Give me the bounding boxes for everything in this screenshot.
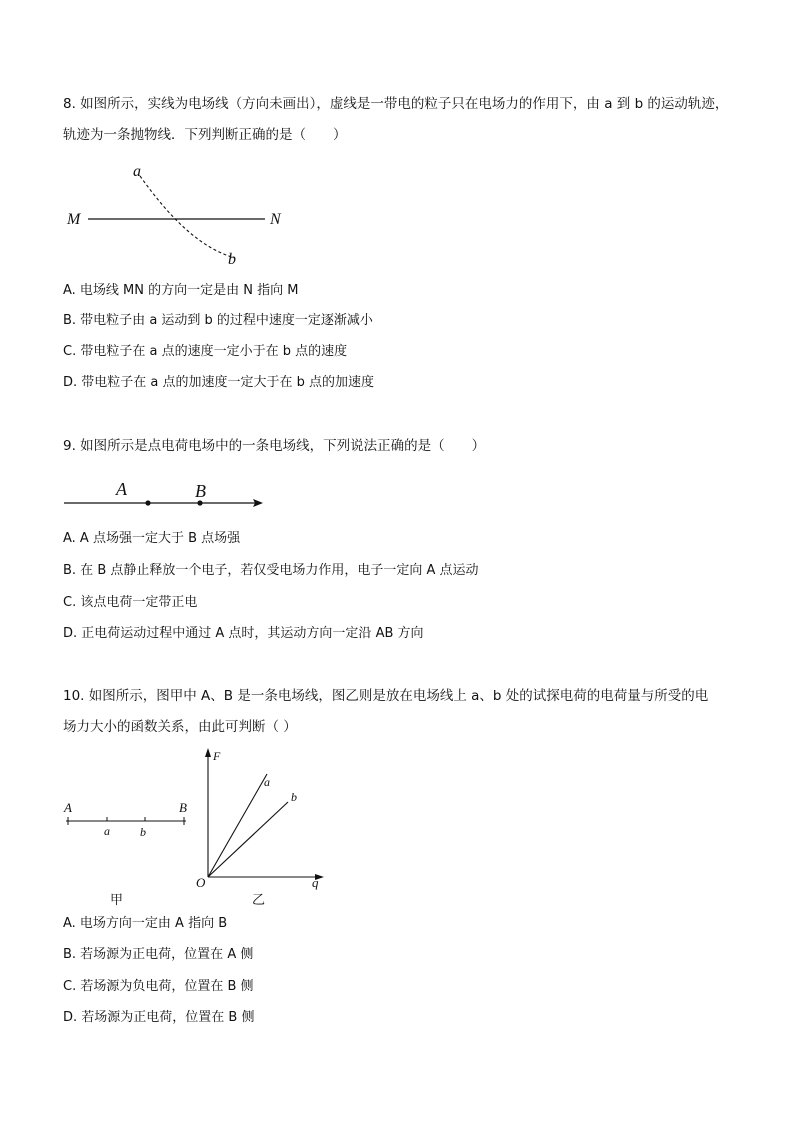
figure-yi <box>196 748 324 907</box>
jia-caption: 甲 <box>110 893 124 907</box>
jia-label-B: B <box>179 800 187 815</box>
yi-caption: 乙 <box>252 893 266 907</box>
q8-figure <box>60 158 300 270</box>
q10-option-d: D. 若场源为正电荷，位置在 B 侧 <box>63 1010 255 1025</box>
q10-stem-line1: 10. 如图所示，图甲中 A、B 是一条电场线，图乙则是放在电场线上 a、b 处的试探电荷的电荷量与所受的电 <box>63 688 709 704</box>
yi-line-a: a <box>264 775 270 789</box>
point-A <box>145 500 150 505</box>
label-B: B <box>195 481 206 501</box>
jia-label-a: a <box>104 824 110 838</box>
label-b: b <box>228 251 236 268</box>
yi-line-b: b <box>291 790 297 804</box>
jia-label-b: b <box>140 825 146 839</box>
q8-option-a: A. 电场线 MN 的方向一定是由 N 指向 M <box>63 283 299 298</box>
q10-option-b: B. 若场源为正电荷，位置在 A 侧 <box>63 947 254 962</box>
q9-option-d: D. 正电荷运动过程中通过 A 点时，其运动方向一定沿 AB 方向 <box>63 626 424 641</box>
q10-option-c: C. 若场源为负电荷，位置在 B 侧 <box>63 979 254 994</box>
yi-origin: O <box>196 875 206 890</box>
trajectory-dashed <box>140 176 235 258</box>
yi-axis-q: q <box>312 875 319 890</box>
q9-stem: 9. 如图所示是点电荷电场中的一条电场线，下列说法正确的是（ ） <box>63 438 486 454</box>
q9-option-b: B. 在 B 点静止释放一个电子，若仅受电场力作用，电子一定向 A 点运动 <box>63 563 479 578</box>
q10-stem-line2: 场力大小的函数关系，由此可判断（ ） <box>63 719 297 735</box>
q8-stem-line1: 8. 如图所示，实线为电场线（方向未画出），虚线是一带电的粒子只在电场力的作用下，由 a 到 b 的运动轨迹， <box>63 96 729 112</box>
figure-jia <box>63 800 187 907</box>
q9-figure <box>60 476 275 516</box>
q9-option-a: A. A 点场强一定大于 B 点场强 <box>63 531 241 546</box>
line-a <box>208 774 267 877</box>
label-N: N <box>270 211 281 228</box>
q8-option-c: C. 带电粒子在 a 点的速度一定小于在 b 点的速度 <box>63 344 348 359</box>
q8-option-b: B. 带电粒子由 a 运动到 b 的过程中速度一定逐渐减小 <box>63 313 373 328</box>
label-a: a <box>133 163 141 180</box>
q9-option-c: C. 该点电荷一定带正电 <box>63 595 198 610</box>
q10-figure <box>60 742 335 907</box>
q8-stem-line2: 轨迹为一条抛物线．下列判断正确的是（ ） <box>63 127 347 143</box>
yi-axis-F: F <box>213 749 221 763</box>
q10-option-a: A. 电场方向一定由 A 指向 B <box>63 916 228 931</box>
point-B <box>197 500 202 505</box>
label-M: M <box>67 211 81 228</box>
line-b <box>208 802 288 877</box>
jia-label-A: A <box>64 800 72 815</box>
label-A: A <box>116 479 127 499</box>
q8-option-d: D. 带电粒子在 a 点的加速度一定大于在 b 点的加速度 <box>63 375 375 390</box>
